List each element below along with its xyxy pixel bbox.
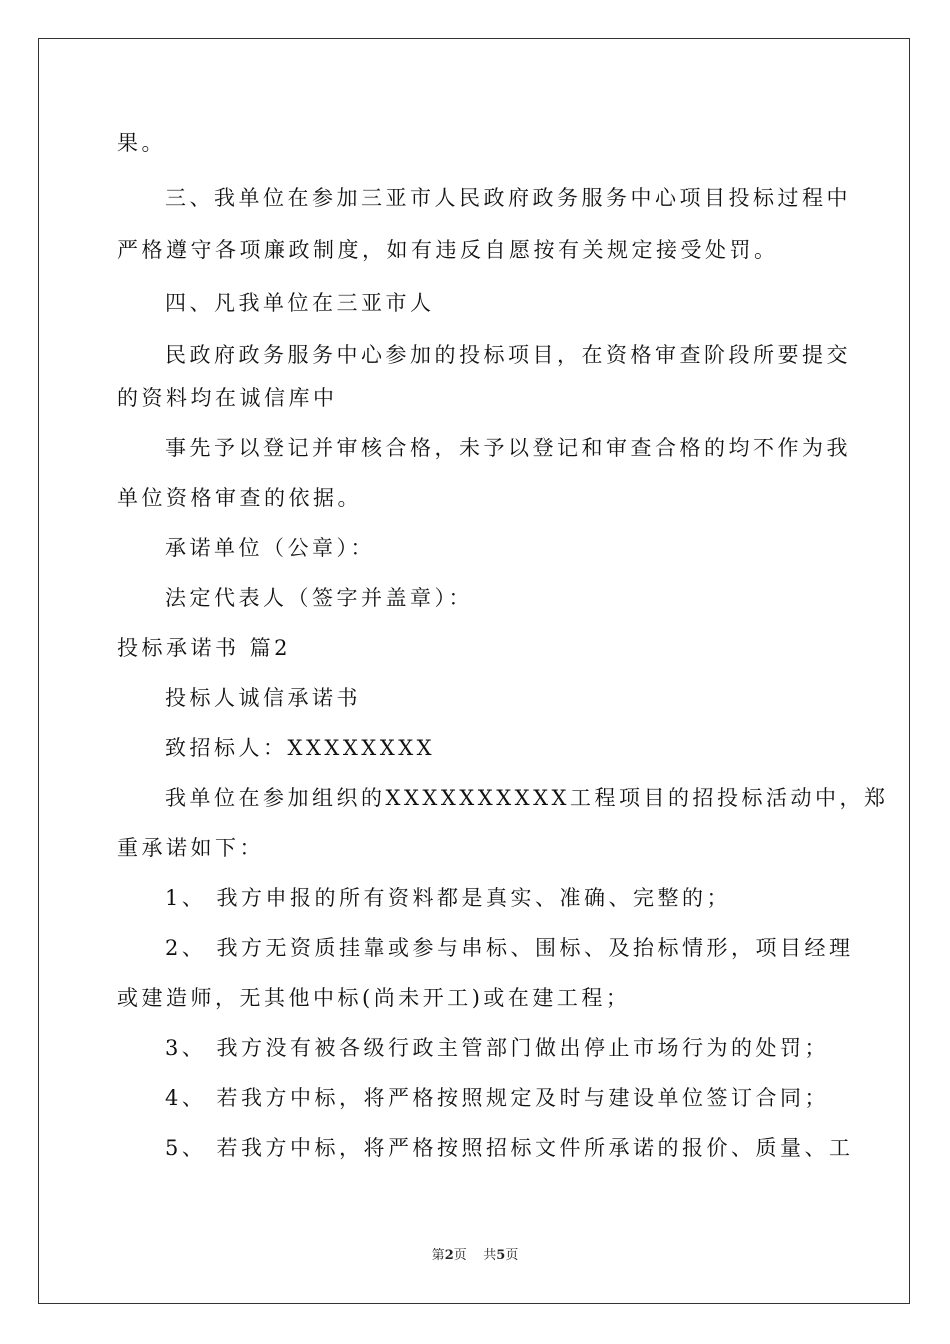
text-line: 承诺单位（公章）： <box>165 536 375 560</box>
text-line: 事先予以登记并审核合格，未予以登记和审查合格的均不作为我 <box>165 436 851 460</box>
text-line: 果。 <box>117 131 166 155</box>
text-line: 单位资格审查的依据。 <box>117 486 362 510</box>
footer-prefix: 第 <box>431 1248 445 1263</box>
document-title: 投标人诚信承诺书 <box>165 686 361 710</box>
text-line: 重承诺如下： <box>117 836 264 860</box>
text-line: 民政府政务服务中心参加的投标项目，在资格审查阶段所要提交 <box>165 343 851 367</box>
text-line: 的资料均在诚信库中 <box>117 386 338 410</box>
list-item: 4、 若我方中标，将严格按照规定及时与建设单位签订合同； <box>165 1086 830 1110</box>
text-line: 三、我单位在参加三亚市人民政府政务服务中心项目投标过程中 <box>165 186 851 210</box>
list-item: 1、 我方申报的所有资料都是真实、准确、完整的； <box>165 886 732 910</box>
footer-middle: 页 共 <box>453 1248 497 1263</box>
page-number-footer <box>0 1248 950 1264</box>
text-line: 我单位在参加组织的XXXXXXXXXX工程项目的招投标活动中，郑 <box>165 786 889 810</box>
footer-suffix: 页 <box>505 1248 519 1263</box>
list-item: 5、 若我方中标，将严格按照招标文件所承诺的报价、质量、工 <box>165 1136 854 1160</box>
total-pages-number: 5 <box>496 1248 506 1263</box>
list-item: 2、 我方无资质挂靠或参与串标、围标、及抬标情形，项目经理 <box>165 936 854 960</box>
text-line: 或建造师，无其他中标(尚未开工)或在建工程； <box>117 986 631 1010</box>
list-item: 3、 我方没有被各级行政主管部门做出停止市场行为的处罚； <box>165 1036 830 1060</box>
current-page-number: 2 <box>444 1248 454 1263</box>
text-line: 法定代表人（签字并盖章）： <box>165 586 473 610</box>
text-line: 严格遵守各项廉政制度，如有违反自愿按有关规定接受处罚。 <box>117 238 779 262</box>
section-heading: 投标承诺书 篇2 <box>117 636 292 660</box>
text-line: 致招标人：XXXXXXXX <box>165 736 436 760</box>
text-line: 四、凡我单位在三亚市人 <box>165 291 435 315</box>
page-border <box>38 38 910 1304</box>
